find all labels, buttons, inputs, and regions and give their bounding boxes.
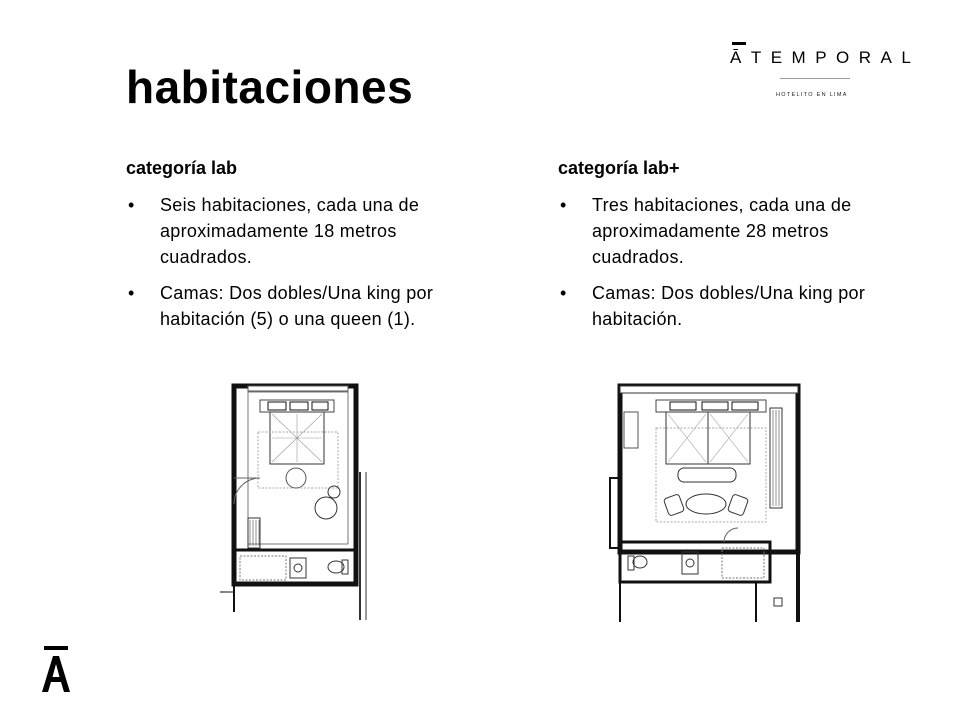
logo-wordmark: ĀTEMPORAL xyxy=(730,48,921,67)
footer-brand-mark-icon xyxy=(40,646,72,694)
category-title: categoría lab xyxy=(126,158,238,178)
logo-tagline: HOTELITO EN LIMA xyxy=(776,92,848,98)
floor-plan-lab xyxy=(220,382,370,624)
bullet-item xyxy=(558,280,908,332)
bullet-dot: • xyxy=(128,194,135,215)
category-bullets xyxy=(558,192,908,332)
bullet-item xyxy=(126,280,486,332)
bullet-text: Tres habitaciones, cada una de aproximadamente 28 metros cuadrados. xyxy=(592,194,852,267)
bullet-item xyxy=(126,192,486,270)
category-bullets xyxy=(126,192,486,332)
category-lab xyxy=(126,158,486,342)
category-title: categoría lab+ xyxy=(558,158,680,178)
category-lab-plus xyxy=(558,158,908,342)
bullet-text: Camas: Dos dobles/Una king por habitación (5) o una queen (1). xyxy=(160,282,434,329)
bullet-text: Camas: Dos dobles/Una king por habitación. xyxy=(592,282,866,329)
logo-macron xyxy=(732,42,746,45)
page-title: habitaciones xyxy=(126,61,414,113)
bullet-dot: • xyxy=(128,282,135,303)
brand-logo xyxy=(726,38,921,108)
bullet-text: Seis habitaciones, cada una de aproximadamente 18 metros cuadrados. xyxy=(160,194,420,267)
floor-plan-lab-plus xyxy=(606,382,806,624)
plan-outer-wall xyxy=(620,386,798,552)
bullet-dot: • xyxy=(560,282,567,303)
logo-divider xyxy=(780,78,850,79)
bullet-dot: • xyxy=(560,194,567,215)
bullet-item xyxy=(558,192,908,270)
